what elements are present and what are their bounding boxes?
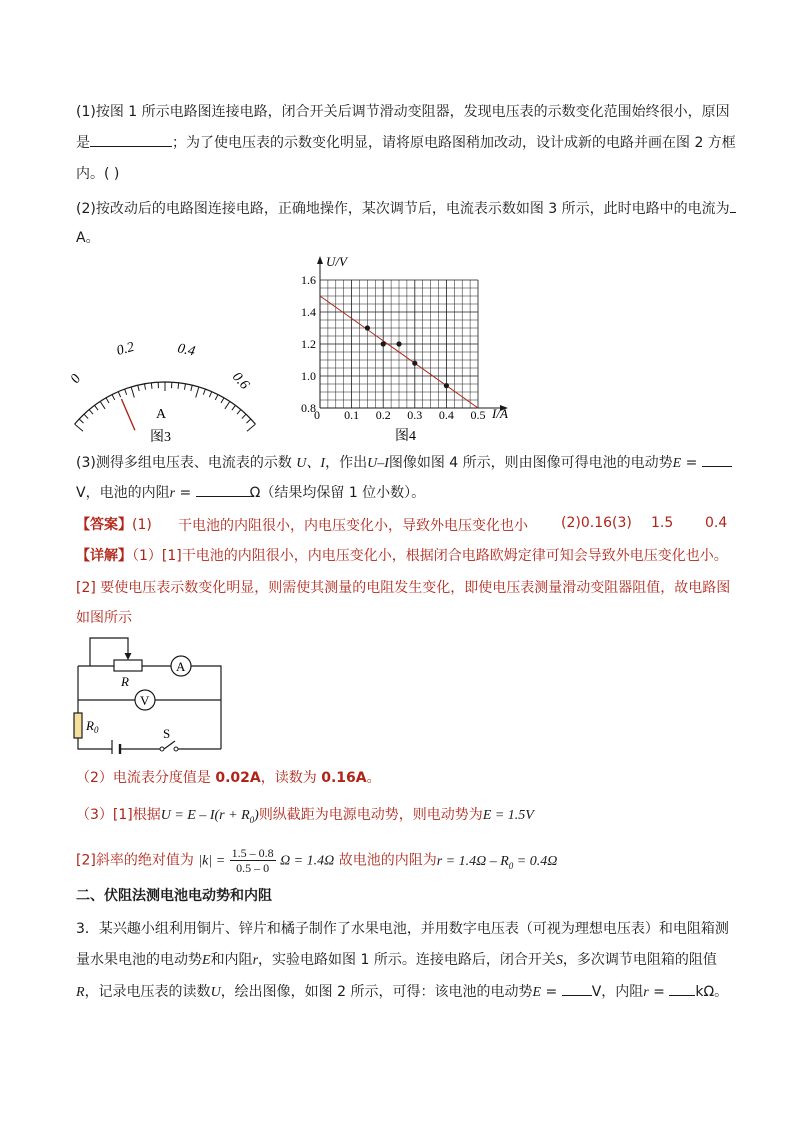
detail2-l2f: E = 1.5V <box>482 808 534 823</box>
x-tick-label: 0.3 <box>407 408 423 422</box>
q1-line3: 内。( ) <box>76 166 120 182</box>
dial-tick-label-02: 0.2 <box>115 339 136 359</box>
detail2-line1 <box>76 768 381 788</box>
wire-bottom-left <box>78 738 112 749</box>
x-tick-label: 0 <box>314 408 320 422</box>
q3-l1g: = <box>681 455 698 471</box>
dial-tick <box>118 392 120 398</box>
q3-line1 <box>76 452 732 474</box>
q3-l2b: r <box>169 486 176 501</box>
q3-l1f: E <box>672 456 682 471</box>
q3-l1e: 图像如图 4 所示，则由图像可得电池的电动势 <box>388 455 673 471</box>
detail2-l3a: [2]斜率的绝对值为 <box>76 852 194 869</box>
q4-l3i: = <box>648 984 665 1000</box>
q3-l2c: = <box>175 485 192 501</box>
q4-l3h: r <box>643 985 649 1000</box>
dial-tick <box>131 387 134 398</box>
q2-line1-text: (2)按改动后的电路图连接电路，正确地操作，某次调节后，电流表示数如图 3 所示，此时电路中的电流为 <box>76 201 730 217</box>
q4-l2d: r <box>252 953 259 968</box>
dial-tick <box>84 414 88 418</box>
answer-p5: 0.4 <box>705 515 728 531</box>
dial-tick <box>112 395 115 400</box>
q4-l3g: V，内阻 <box>591 984 644 1000</box>
y-tick-label: 1.4 <box>301 305 316 319</box>
data-point <box>396 341 401 346</box>
x-tick-label: 0.2 <box>375 408 391 422</box>
fraction-denominator: 0.5 – 0 <box>236 861 270 875</box>
answer-p2: 干电池的内阻很小，内电压变化小，导致外电压变化也小 <box>178 518 528 534</box>
resistor-r0-label: $R_0$ <box>86 718 99 735</box>
figure-3-caption: 图3 <box>150 430 171 445</box>
y-tick-labels <box>301 273 316 415</box>
figure-4-ui-graph <box>290 250 530 450</box>
section-2-title: 二、伏阻法测电池电动势和内阻 <box>76 888 272 904</box>
detail2-line3 <box>76 846 557 875</box>
dial-tick <box>184 384 185 390</box>
dial-tick <box>125 389 127 395</box>
dial-tick-label-04: 0.4 <box>176 341 197 360</box>
dial-tick <box>209 392 211 398</box>
q4-l3j: kΩ。 <box>695 984 729 1000</box>
detail-label: 【详解】 <box>76 548 132 564</box>
answer-label: 【答案】 <box>76 517 132 533</box>
q1-line2-b: ；为了使电压表的示数变化明显，请将原电路图稍加改动，设计成新的电路并画在图 2 方框 <box>172 135 736 151</box>
dial-pointer <box>121 399 134 430</box>
q1-line1: (1)按图 1 所示电路图连接电路，闭合开关后调节滑动变阻器，发现电压表的示数变化范围始终很小，原因 <box>76 104 730 120</box>
q4-l3d: ，绘出图像，如图 2 所示，可得：该电池的电动势 <box>220 984 533 1000</box>
q4-l2f: S <box>555 953 563 968</box>
q4-l3a: R <box>76 985 85 1000</box>
detail-line3: 如图所示 <box>76 610 132 626</box>
answer-p1: (1) <box>132 517 152 533</box>
detail2-r-formula: $r = 1.4\Omega - R_0 = 0.4\Omega$ <box>436 853 558 871</box>
dial-tick <box>196 387 199 398</box>
dial-tick <box>221 398 224 403</box>
slope-fraction <box>230 846 276 875</box>
data-point <box>444 383 449 388</box>
answer-p4: 1.5 <box>651 515 674 531</box>
dial-tick <box>232 405 236 410</box>
data-point <box>365 325 370 330</box>
answer-line <box>76 515 152 535</box>
detail-line1 <box>76 546 728 566</box>
detail2-l1d: 0.16A <box>321 770 367 786</box>
q4-line2 <box>76 950 717 971</box>
answer-p3: (2)0.16(3) <box>561 515 632 531</box>
detail2-l2a: （3）[1]根据 <box>76 807 161 823</box>
dial-tick <box>79 419 83 423</box>
q2-blank <box>730 198 736 213</box>
q3-l1a: (3)测得多组电压表、电流表的示数 <box>76 455 292 471</box>
figure-4-caption: 图4 <box>395 429 416 444</box>
dial-tick <box>138 385 139 391</box>
dial-tick <box>178 383 179 389</box>
rheostat-body <box>114 660 142 671</box>
dial-tick <box>237 410 241 415</box>
q3-l1c: ，作出 <box>325 455 368 471</box>
q4-l3b: ，记录电压表的读数 <box>84 984 211 1000</box>
figure-3-ammeter <box>60 325 270 450</box>
switch-blade <box>164 741 175 749</box>
switch-contact-left <box>160 747 164 751</box>
slider-wire <box>90 638 128 666</box>
dial-tick <box>203 389 205 395</box>
q2-line1 <box>76 198 736 219</box>
detail-line2: [2] 要使电压表示数变化明显，则需使其测量的电阻发生变化，即使电压表测量滑动变阻器阻值，故电路图 <box>76 580 731 596</box>
dial-tick-label-0: 0 <box>67 371 85 387</box>
y-tick-label: 1.6 <box>301 273 316 287</box>
detail2-l3c: Ω = 1.4Ω <box>280 853 335 869</box>
q4-l2c: 和内阻 <box>210 952 253 968</box>
q4-line3 <box>76 981 728 1003</box>
data-point <box>381 341 386 346</box>
q4-emf-blank <box>562 981 592 996</box>
q1-line2-a: 是 <box>76 135 90 151</box>
x-tick-labels <box>314 408 486 422</box>
q2-line2: A。 <box>76 230 100 246</box>
q3-resistance-blank <box>196 482 250 497</box>
slider-arrow <box>125 653 132 660</box>
dial-tick-label-06: 0.6 <box>229 369 252 393</box>
dial-tick <box>151 383 152 389</box>
x-tick-label: 0.4 <box>438 408 454 422</box>
dial-tick <box>225 401 230 409</box>
q4-line1: 3．某兴趣小组利用铜片、锌片和橘子制作了水果电池，并用数字电压表（可视为理想电压表）和电阻箱测 <box>76 921 729 937</box>
q3-l2d: Ω（结果均保留 1 位小数）。 <box>249 485 426 501</box>
detail2-line2 <box>76 805 534 830</box>
resistor-r0 <box>74 713 82 738</box>
q4-l3f: = <box>541 984 558 1000</box>
q4-l2e: ，实验电路如图 1 所示。连接电路后，闭合开关 <box>258 952 556 968</box>
q3-l1b: U、I <box>296 456 326 471</box>
wire-top-right <box>191 666 221 749</box>
y-tick-label: 1.0 <box>301 369 316 383</box>
detail2-abs-k: |k| = <box>198 853 226 869</box>
dial-tick <box>242 414 246 418</box>
voltmeter-label: V <box>140 693 150 708</box>
detail2-l1c: ，读数为 <box>260 770 322 786</box>
q3-l2a: V，电池的内阻 <box>76 485 170 501</box>
dial-tick <box>75 424 83 431</box>
detail2-formula: $U = E - I(r + R_0)$ <box>160 808 259 825</box>
rheostat-label: R <box>121 674 129 689</box>
dial-tick <box>100 401 105 409</box>
dial-tick <box>95 405 99 410</box>
dial-tick <box>89 410 93 415</box>
dial-tick <box>191 385 192 391</box>
dial-tick <box>247 424 255 431</box>
q4-l2a: 量水果电池的电动势 <box>76 952 202 968</box>
detail2-l3d: 故电池的内阻为 <box>334 852 437 869</box>
data-point <box>412 361 417 366</box>
x-tick-label: 0.1 <box>344 408 360 422</box>
dial-unit-label: A <box>156 407 167 422</box>
y-axis-arrow <box>317 256 323 264</box>
x-axis-label: I/A <box>492 406 508 421</box>
switch-contact-right <box>174 747 178 751</box>
q4-l2g: ，多次调节电阻箱的阻值 <box>562 952 717 968</box>
q3-l1d: U–I <box>367 456 389 471</box>
q3-line2 <box>76 482 425 504</box>
dial-tick <box>145 384 146 390</box>
q3-emf-blank <box>702 452 732 467</box>
x-tick-label: 0.5 <box>470 408 486 422</box>
circuit-diagram <box>68 632 230 754</box>
detail2-l2e: 则纵截距为电源电动势，则电动势为 <box>258 807 483 823</box>
fraction-numerator: 1.5 – 0.8 <box>231 846 274 860</box>
dial-tick <box>106 398 109 403</box>
detail-l1: （1）[1]干电池的内阻很小，内电压变化小，根据闭合电路欧姆定律可知会导致外电压变化也小。 <box>132 548 728 564</box>
q4-l3e: E <box>532 985 542 1000</box>
q1-answer-blank <box>90 132 172 147</box>
q4-resistance-blank <box>669 981 695 996</box>
dial-tick <box>246 419 250 423</box>
y-tick-label: 1.2 <box>301 337 316 351</box>
detail2-l1b: 0.02A <box>215 770 261 786</box>
q4-l3c: U <box>210 985 221 1000</box>
detail2-l1a: （2）电流表分度值是 <box>76 770 216 786</box>
dial-tick <box>215 395 218 400</box>
q1-line2 <box>76 132 736 153</box>
ammeter-label: A <box>176 659 186 674</box>
q4-l2b: E <box>202 953 211 968</box>
y-axis-label: U/V <box>326 254 347 269</box>
switch-label: S <box>163 726 171 741</box>
detail2-l1e: 。 <box>366 770 381 786</box>
y-tick-label: 0.8 <box>301 401 316 415</box>
